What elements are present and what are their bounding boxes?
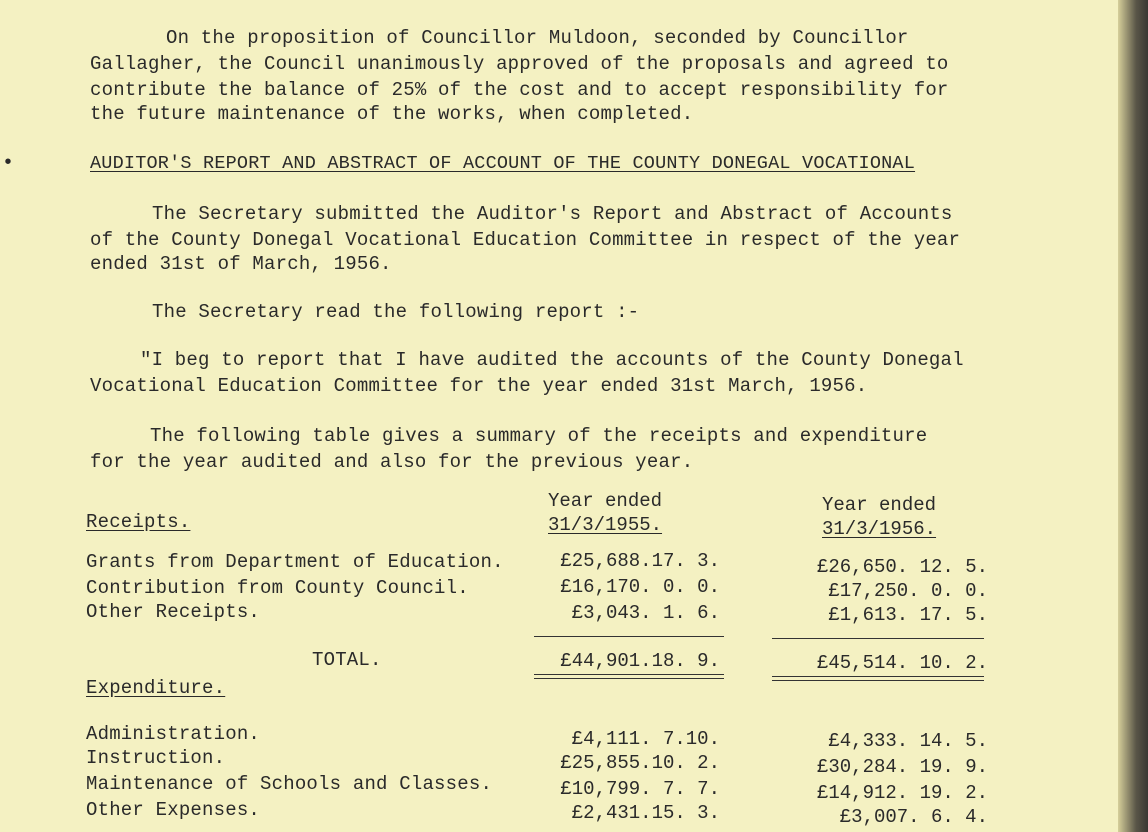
subtotal-rule-1956: [772, 638, 984, 639]
col-1956-header-line-2: 31/3/1956.: [822, 518, 937, 540]
receipt-row-label: Grants from Department of Education.: [86, 551, 504, 573]
page-edge-shadow: [1118, 0, 1148, 832]
expenditure-row-1956: £4,333. 14. 5.: [828, 730, 988, 752]
expenditure-row-label: Instruction.: [86, 747, 226, 769]
paragraph-4-line-2: Vocational Education Committee for the year ended 31st March, 1956.: [90, 375, 868, 397]
expenditure-row-1955: £4,111. 7.10.: [571, 728, 720, 750]
expenditure-row-1955: £10,799. 7. 7.: [560, 778, 720, 800]
receipt-row-1956: £17,250. 0. 0.: [828, 580, 988, 602]
total-1955: £44,901.18. 9.: [560, 650, 720, 672]
expenditure-row-label: Administration.: [86, 723, 261, 745]
expenditure-row-1956: £14,912. 19. 2.: [816, 782, 988, 804]
receipt-row-label: Other Receipts.: [86, 601, 261, 623]
col-1955-header-line-1: Year ended: [548, 490, 663, 512]
paragraph-5-line-2: for the year audited and also for the previous year.: [90, 451, 694, 473]
expenditure-row-1955: £25,855.10. 2.: [560, 752, 720, 774]
paragraph-1-line-4: the future maintenance of the works, when completed.: [90, 103, 694, 125]
expenditure-label: Expenditure.: [86, 677, 226, 699]
section-heading: AUDITOR'S REPORT AND ABSTRACT OF ACCOUNT OF THE COUNTY DONEGAL VOCATIONAL: [90, 153, 916, 174]
expenditure-row-1955: £2,431.15. 3.: [571, 802, 720, 824]
receipt-row-1955: £16,170. 0. 0.: [560, 576, 720, 598]
expenditure-row-label: Maintenance of Schools and Classes.: [86, 773, 493, 795]
paragraph-2-line-2: of the County Donegal Vocational Education Committee in respect of the year: [90, 229, 961, 251]
paragraph-1-line-1: On the proposition of Councillor Muldoon, seconded by Councillor: [166, 27, 909, 49]
total-double-rule-1955: [534, 674, 724, 679]
paragraph-3: The Secretary read the following report :-: [152, 301, 640, 323]
receipt-row-1956: £1,613. 17. 5.: [828, 604, 988, 626]
total-1956: £45,514. 10. 2.: [816, 652, 988, 674]
margin-mark: •: [2, 152, 15, 175]
paragraph-5-line-1: The following table gives a summary of the receipts and expenditure: [150, 425, 928, 447]
col-1956-header-line-1: Year ended: [822, 494, 937, 516]
expenditure-row-1956: £3,007. 6. 4.: [839, 806, 988, 828]
total-label: TOTAL.: [312, 649, 382, 671]
receipt-row-label: Contribution from County Council.: [86, 577, 469, 599]
paragraph-4-line-1: "I beg to report that I have audited the accounts of the County Donegal: [140, 349, 964, 371]
subtotal-rule-1955: [534, 636, 724, 637]
paragraph-2-line-1: The Secretary submitted the Auditor's Report and Abstract of Accounts: [152, 203, 953, 225]
paragraph-1-line-3: contribute the balance of 25% of the cost and to accept responsibility for: [90, 79, 949, 101]
expenditure-row-label: Other Expenses.: [86, 799, 261, 821]
total-double-rule-1956: [772, 676, 984, 681]
col-1955-header-line-2: 31/3/1955.: [548, 514, 663, 536]
receipts-label: Receipts.: [86, 511, 191, 533]
paragraph-1-line-2: Gallagher, the Council unanimously approved of the proposals and agreed to: [90, 53, 949, 75]
receipt-row-1956: £26,650. 12. 5.: [816, 556, 988, 578]
expenditure-row-1956: £30,284. 19. 9.: [816, 756, 988, 778]
paragraph-2-line-3: ended 31st of March, 1956.: [90, 253, 392, 275]
receipt-row-1955: £3,043. 1. 6.: [571, 602, 720, 624]
receipt-row-1955: £25,688.17. 3.: [560, 550, 720, 572]
